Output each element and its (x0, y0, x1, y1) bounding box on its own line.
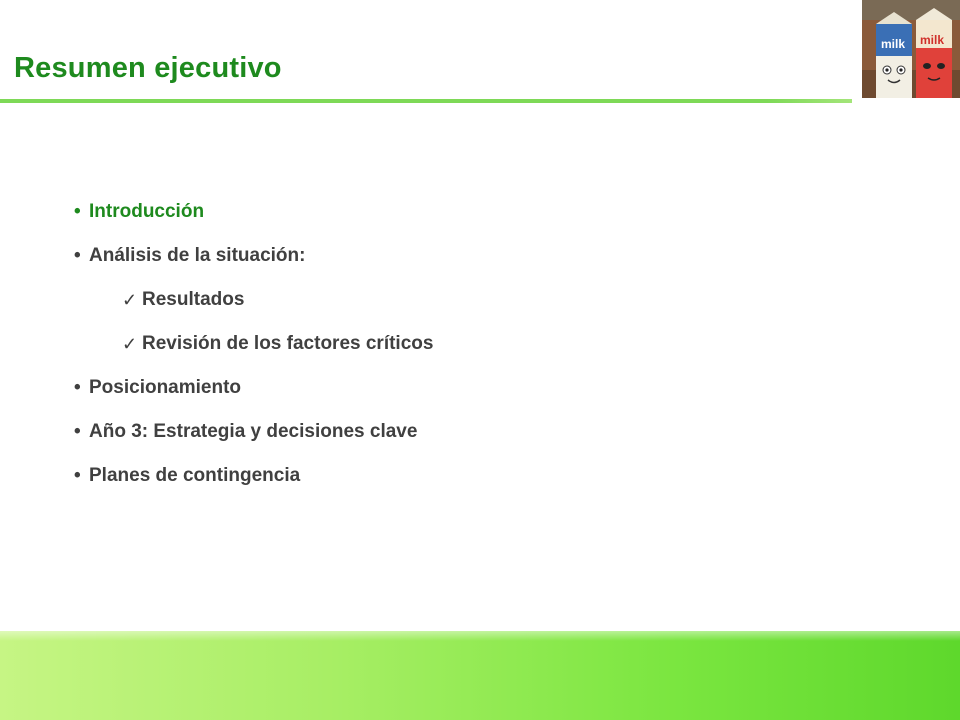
agenda-item-label: Introducción (89, 201, 205, 222)
milk-cartons-icon (862, 0, 960, 98)
agenda-item-label: Año 3: Estrategia y decisiones clave (89, 421, 418, 442)
right-carton-label: milk (920, 33, 945, 47)
bullet-icon: • (74, 377, 81, 398)
bullet-icon: • (74, 465, 81, 486)
bullet-icon: • (74, 201, 81, 222)
agenda-item-label: Posicionamiento (89, 377, 242, 398)
check-icon: ✓ (122, 289, 138, 310)
agenda-item (74, 366, 774, 410)
agenda-item (74, 190, 774, 234)
agenda-subitem (74, 322, 774, 366)
milk-cartons-illustration (862, 0, 960, 98)
bullet-icon: • (74, 421, 81, 442)
footer-band (0, 631, 960, 720)
agenda-list (74, 190, 774, 498)
agenda-item-label: Resultados (142, 289, 245, 310)
agenda-item (74, 410, 774, 454)
check-icon: ✓ (122, 333, 138, 354)
slide-title: Resumen ejecutivo (14, 52, 282, 84)
bullet-icon: • (74, 245, 81, 266)
agenda-item (74, 234, 774, 278)
left-carton-label: milk (881, 37, 906, 51)
agenda-subitem (74, 278, 774, 322)
agenda-item (74, 454, 774, 498)
agenda-item-label: Revisión de los factores críticos (142, 333, 434, 354)
agenda-item-label: Planes de contingencia (89, 465, 301, 486)
agenda-item-label: Análisis de la situación: (89, 245, 306, 266)
title-underline (0, 99, 852, 103)
